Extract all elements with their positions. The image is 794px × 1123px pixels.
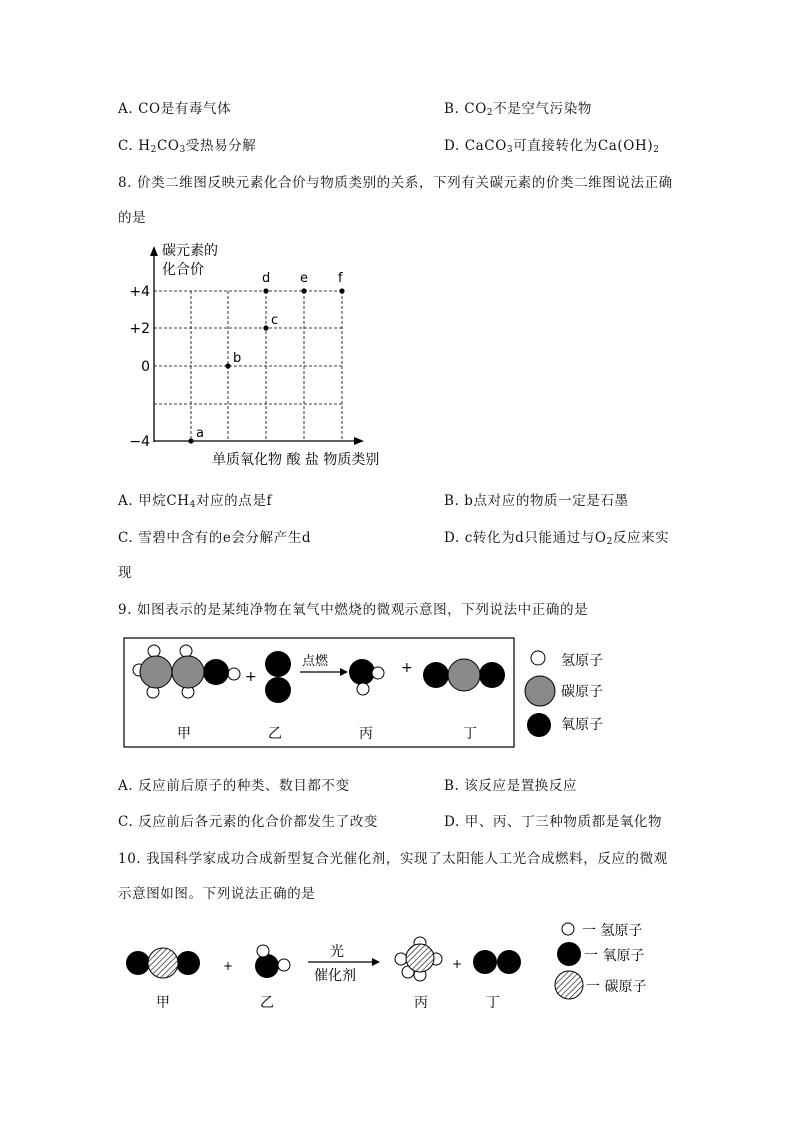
legend-label-hydrogen: 氢原子 [561,653,603,669]
molecule-yi [255,945,290,978]
molecule-ding [473,950,521,974]
label-yi: 乙 [268,726,282,742]
data-point-c [263,325,268,330]
molecule-bing [349,659,384,695]
legend-label-carbon: 碳原子 [561,684,603,700]
subscript: 3 [179,145,186,155]
y-tick-label: +2 [129,321,150,337]
arrow-label: 点燃 [302,654,329,669]
data-point-label: a [196,426,204,441]
chart-ylabel-line1: 碳元素的 [162,243,218,259]
molecule-yi [265,651,291,703]
q8-stem-line1: 8. 价类二维图反映元素化合价与物质类别的关系，下列有关碳元素的价类二维图说法正确 [118,175,673,191]
data-point-label: f [338,271,343,286]
q10-reaction-diagram [118,918,678,1018]
hydrogen-atom-icon [562,923,574,935]
chart-y-ticks [129,284,150,450]
subscript: 2 [486,108,494,118]
data-point-label: c [271,313,279,328]
subscript: 4 [189,500,196,510]
oxygen-atom-icon [527,713,551,737]
data-point-d [263,288,268,293]
label-jia: 甲 [177,726,191,742]
molecule-jia [133,645,240,698]
subscript: 3 [506,145,514,155]
q8-option-a-text: 对应的点是f [195,493,273,509]
legend-label-oxygen: 氧原子 [561,717,603,733]
q8-option-d-text: 反应来实 [612,530,670,546]
q7-option-d [444,134,660,155]
q7-option-c-text: C. H [118,138,151,154]
q7-option-c-text: CO [156,138,180,154]
data-point-b [225,363,230,368]
q9-option-c: C. 反应前后各元素的化合价都发生了改变 [118,814,378,830]
q7-option-b [444,97,592,118]
q8-option-a-text: A. 甲烷CH [118,493,190,509]
data-point-label: b [233,351,242,366]
carbon-atom-icon [525,676,555,706]
molecule-jia [126,948,200,978]
q7-option-c [118,134,256,155]
q7-option-b-text: 不是空气污染物 [493,101,592,117]
subscript: 2 [653,145,660,155]
q8-option-d-continued: 现 [118,565,133,581]
plus-sign: + [401,660,413,676]
legend-label-hydrogen: 一 氢原子 [582,923,643,939]
q9-option-a: A. 反应前后原子的种类、数目都不变 [118,778,350,794]
q8-option-d-text: D. c转化为d只能通过与O [444,530,607,546]
molecule-ding [423,659,505,691]
label-yi: 乙 [260,995,274,1011]
label-ding: 丁 [486,995,500,1011]
plus-sign: + [223,959,234,973]
reaction-arrow-head [372,958,380,966]
molecule-bing [395,937,442,981]
q8-option-c: C. 雪碧中含有的e会分解产生d [118,530,312,546]
y-tick-label: −4 [129,434,150,450]
label-bing: 丙 [414,995,428,1011]
q7-option-a: A. CO是有毒气体 [118,101,232,117]
q8-option-a [118,489,272,510]
y-tick-label: +4 [129,284,150,300]
legend-label-oxygen: 一 氧原子 [584,948,645,964]
plus-sign: + [245,669,257,685]
q9-option-d: D. 甲、丙、丁三种物质都是氧化物 [444,814,663,830]
q9-option-b: B. 该反应是置换反应 [444,778,578,794]
q8-option-d [444,526,669,547]
data-point-label: e [300,271,308,286]
q9-stem: 9. 如图表示的是某纯净物在氧气中燃烧的微观示意图，下列说法中正确的是 [118,602,589,618]
hydrogen-atom-icon [531,651,545,665]
q7-option-d-text: D. CaCO [444,138,507,154]
valence-class-chart [110,238,430,474]
data-point-label: d [262,271,271,286]
label-jia: 甲 [156,995,170,1011]
subscript: 2 [606,537,613,547]
q7-option-b-text: B. CO [444,101,487,117]
q10-stem-line2: 示意图如图。下列说法正确的是 [118,886,316,902]
chart-ylabel-line2: 化合价 [162,262,204,278]
legend [555,923,646,999]
q8-option-b: B. b点对应的物质一定是石墨 [444,493,629,509]
x-axis-arrow [354,437,364,445]
arrow-bottom-label: 催化剂 [314,968,356,984]
chart-grid [154,291,342,441]
legend-label-carbon: 一 碳原子 [586,979,647,995]
chart-xlabel: 单质氧化物 酸 盐 物质类别 [212,452,380,468]
data-point-a [188,438,193,443]
chart-points [188,271,344,444]
legend [525,651,603,737]
q9-reaction-diagram [118,634,638,752]
data-point-f [339,288,344,293]
arrow-top-label: 光 [330,944,344,960]
q7-option-d-text: 可直接转化为Ca(OH) [513,138,654,154]
q8-stem-line2: 的是 [118,210,147,226]
carbon-atom-icon [555,971,583,999]
q10-stem-line1: 10. 我国科学家成功合成新型复合光催化剂，实现了太阳能人工光合成燃料，反应的微观 [118,851,668,867]
y-axis-arrow [150,246,158,256]
subscript: 2 [150,145,157,155]
label-ding: 丁 [463,726,477,742]
data-point-e [301,288,306,293]
reaction-arrow-head [340,668,348,676]
plus-sign: + [452,957,463,971]
label-bing: 丙 [359,726,373,742]
q7-option-c-text: 受热易分解 [185,138,257,154]
y-tick-label: 0 [141,359,150,375]
oxygen-atom-icon [557,942,581,966]
